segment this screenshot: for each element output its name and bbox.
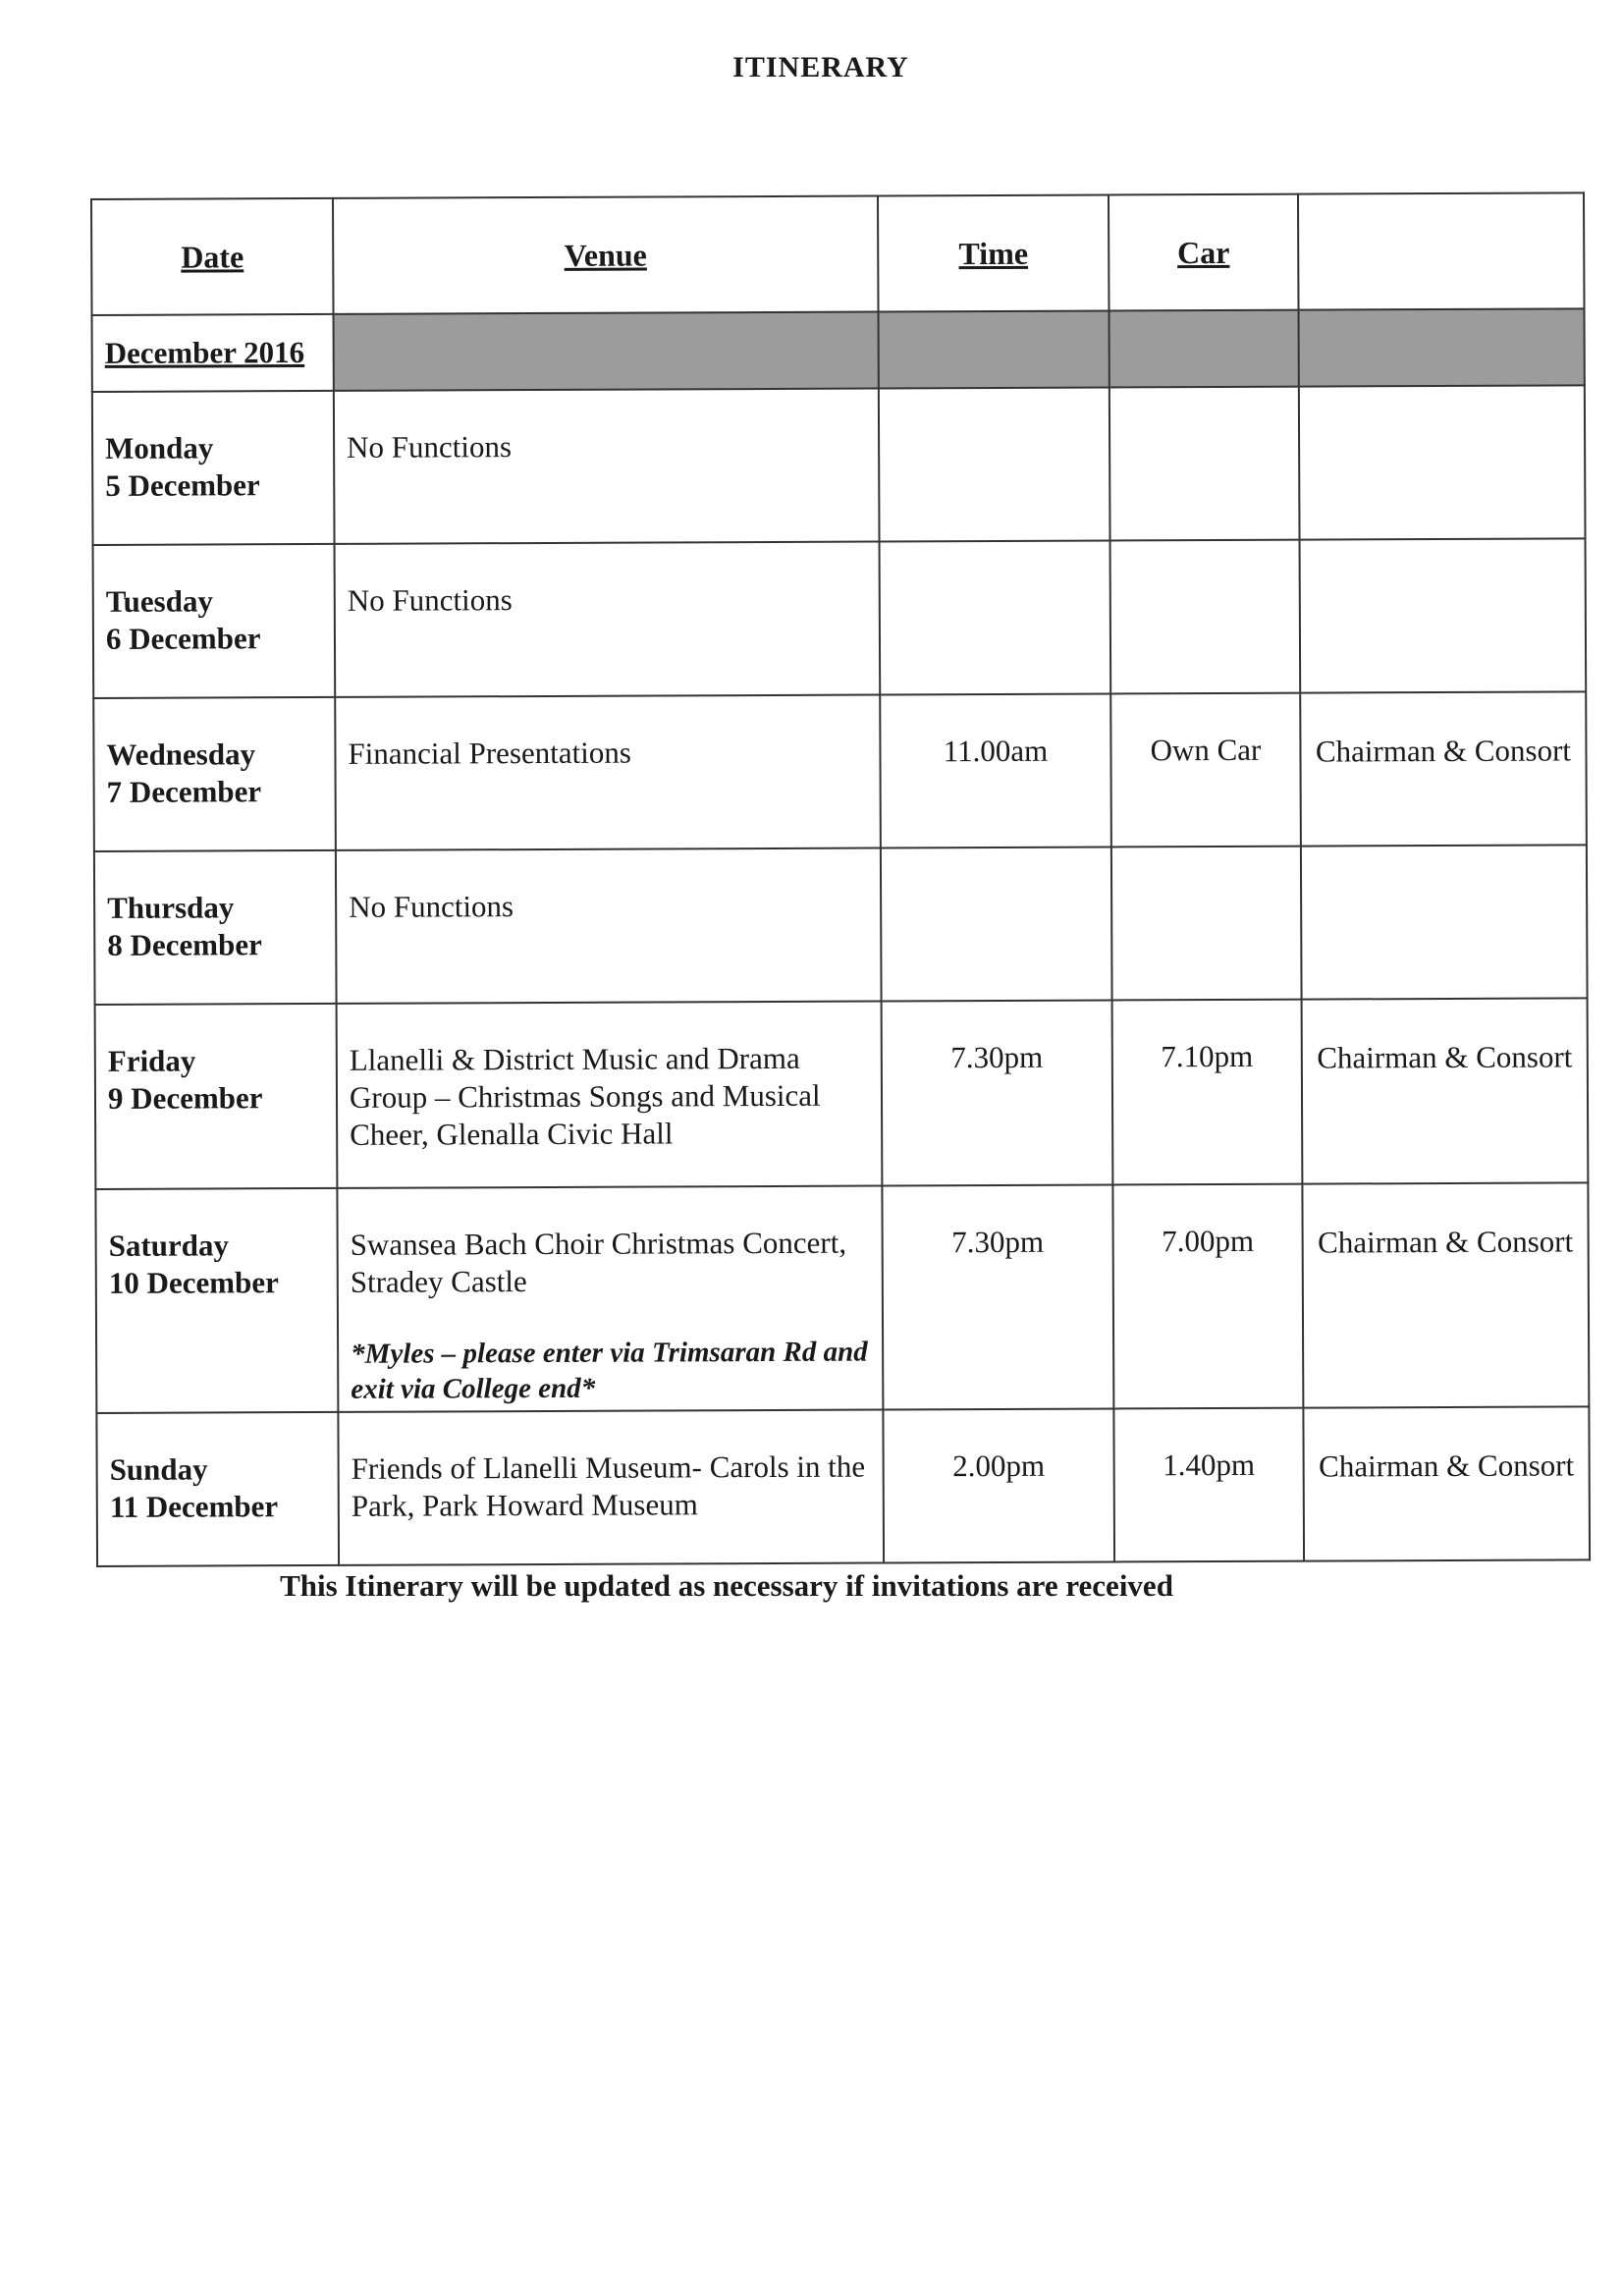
car-text: 7.00pm	[1162, 1223, 1255, 1259]
venue-text: Llanelli & District Music and Drama Group – Christmas Songs and Musical Cheer, Glenalla Civic Hall	[349, 1040, 821, 1152]
venue-cell	[338, 1409, 884, 1564]
car-text: 1.40pm	[1163, 1447, 1256, 1483]
car-cell	[1109, 387, 1300, 541]
car-text	[1110, 388, 1298, 426]
venue-cell	[334, 388, 880, 543]
day-name: Saturday	[108, 1228, 230, 1263]
time-text: 2.00pm	[952, 1448, 1046, 1484]
day-name: Wednesday	[106, 737, 256, 772]
car-cell	[1110, 693, 1301, 847]
day-date: 11 December	[109, 1489, 279, 1524]
attending-cell	[1302, 1182, 1589, 1407]
time-cell	[880, 540, 1111, 694]
table-row	[93, 691, 1587, 851]
month-label: December 2016	[92, 314, 334, 392]
time-cell	[882, 1184, 1113, 1409]
car-text: 7.10pm	[1161, 1038, 1254, 1074]
table-row	[92, 385, 1586, 545]
car-cell	[1111, 847, 1302, 1001]
date-cell	[92, 391, 335, 545]
venue-text: Financial Presentations	[348, 735, 631, 771]
venue-text: No Functions	[347, 429, 513, 465]
day-name: Monday	[105, 430, 214, 465]
attending-text: Chairman & Consort	[1317, 1039, 1573, 1075]
date-cell	[93, 544, 336, 698]
month-shade-cell	[1299, 308, 1585, 386]
attending-text	[1300, 386, 1584, 426]
date-cell	[93, 697, 336, 851]
venue-note: *Myles – please enter via Trimsaran Rd and exit via College end*	[351, 1336, 868, 1405]
month-shade-cell	[1109, 310, 1299, 388]
attending-cell	[1299, 385, 1586, 539]
day-date: 8 December	[107, 927, 262, 962]
venue-cell	[337, 1185, 883, 1411]
venue-text: No Functions	[347, 582, 513, 618]
time-cell	[880, 693, 1111, 847]
attending-text: Chairman & Consort	[1315, 733, 1572, 769]
attending-cell	[1303, 1406, 1590, 1560]
date-cell	[95, 1004, 338, 1189]
venue-text: No Functions	[349, 889, 514, 924]
time-text	[882, 847, 1110, 886]
day-name: Sunday	[109, 1451, 208, 1487]
day-name: Thursday	[107, 890, 235, 925]
table-row	[94, 845, 1588, 1005]
day-date: 5 December	[105, 467, 260, 503]
venue-cell	[335, 541, 881, 696]
attending-text: Chairman & Consort	[1318, 1224, 1574, 1260]
time-cell	[879, 387, 1110, 541]
car-text: Own Car	[1150, 732, 1262, 768]
venue-cell	[336, 847, 882, 1003]
time-text	[880, 388, 1109, 426]
table-row	[95, 998, 1589, 1189]
venue-cell	[337, 1001, 883, 1187]
time-text: 7.30pm	[950, 1039, 1044, 1075]
car-column-header: Car	[1109, 194, 1299, 311]
month-row	[92, 308, 1585, 392]
time-cell	[881, 847, 1112, 1001]
attending-cell	[1301, 845, 1588, 999]
car-cell	[1112, 1184, 1303, 1409]
venue-column-header: Venue	[333, 196, 879, 314]
itinerary-table	[90, 191, 1591, 1567]
car-cell	[1112, 1000, 1303, 1185]
table-row	[93, 538, 1587, 698]
attending-text	[1301, 539, 1585, 579]
table-row	[96, 1406, 1590, 1566]
attending-cell	[1300, 691, 1587, 846]
extra-column-header	[1298, 192, 1585, 309]
date-cell	[94, 850, 337, 1005]
table-header-row	[91, 192, 1585, 315]
date-cell	[96, 1412, 339, 1566]
page-title: ITINERARY	[732, 51, 909, 83]
date-column-header: Date	[91, 198, 334, 315]
time-text: 11.00am	[943, 733, 1049, 769]
day-name: Friday	[107, 1043, 196, 1078]
attending-text	[1302, 846, 1586, 886]
footer-note: This Itinerary will be updated as necessary if invitations are received	[280, 1568, 1173, 1603]
time-column-header: Time	[878, 194, 1109, 311]
table-row	[95, 1182, 1589, 1413]
day-name: Tuesday	[105, 583, 214, 619]
time-cell	[882, 1000, 1113, 1185]
month-shade-cell	[879, 310, 1109, 388]
venue-text: Swansea Bach Choir Christmas Concert, Stradey Castle	[350, 1225, 847, 1299]
day-date: 6 December	[105, 621, 261, 656]
date-cell	[95, 1188, 338, 1413]
car-text	[1111, 541, 1299, 579]
car-text	[1112, 847, 1300, 886]
time-text	[881, 541, 1109, 579]
venue-text: Friends of Llanelli Museum- Carols in the Park, Park Howard Museum	[351, 1449, 866, 1523]
car-cell	[1110, 540, 1301, 694]
car-cell	[1113, 1408, 1304, 1562]
time-cell	[883, 1408, 1114, 1562]
month-shade-cell	[334, 311, 879, 390]
day-date: 9 December	[107, 1080, 263, 1116]
day-date: 10 December	[108, 1265, 279, 1300]
attending-text: Chairman & Consort	[1319, 1448, 1575, 1484]
day-date: 7 December	[106, 774, 262, 809]
venue-cell	[335, 694, 881, 849]
attending-cell	[1300, 538, 1587, 692]
time-text: 7.30pm	[951, 1224, 1045, 1260]
attending-cell	[1302, 998, 1589, 1183]
